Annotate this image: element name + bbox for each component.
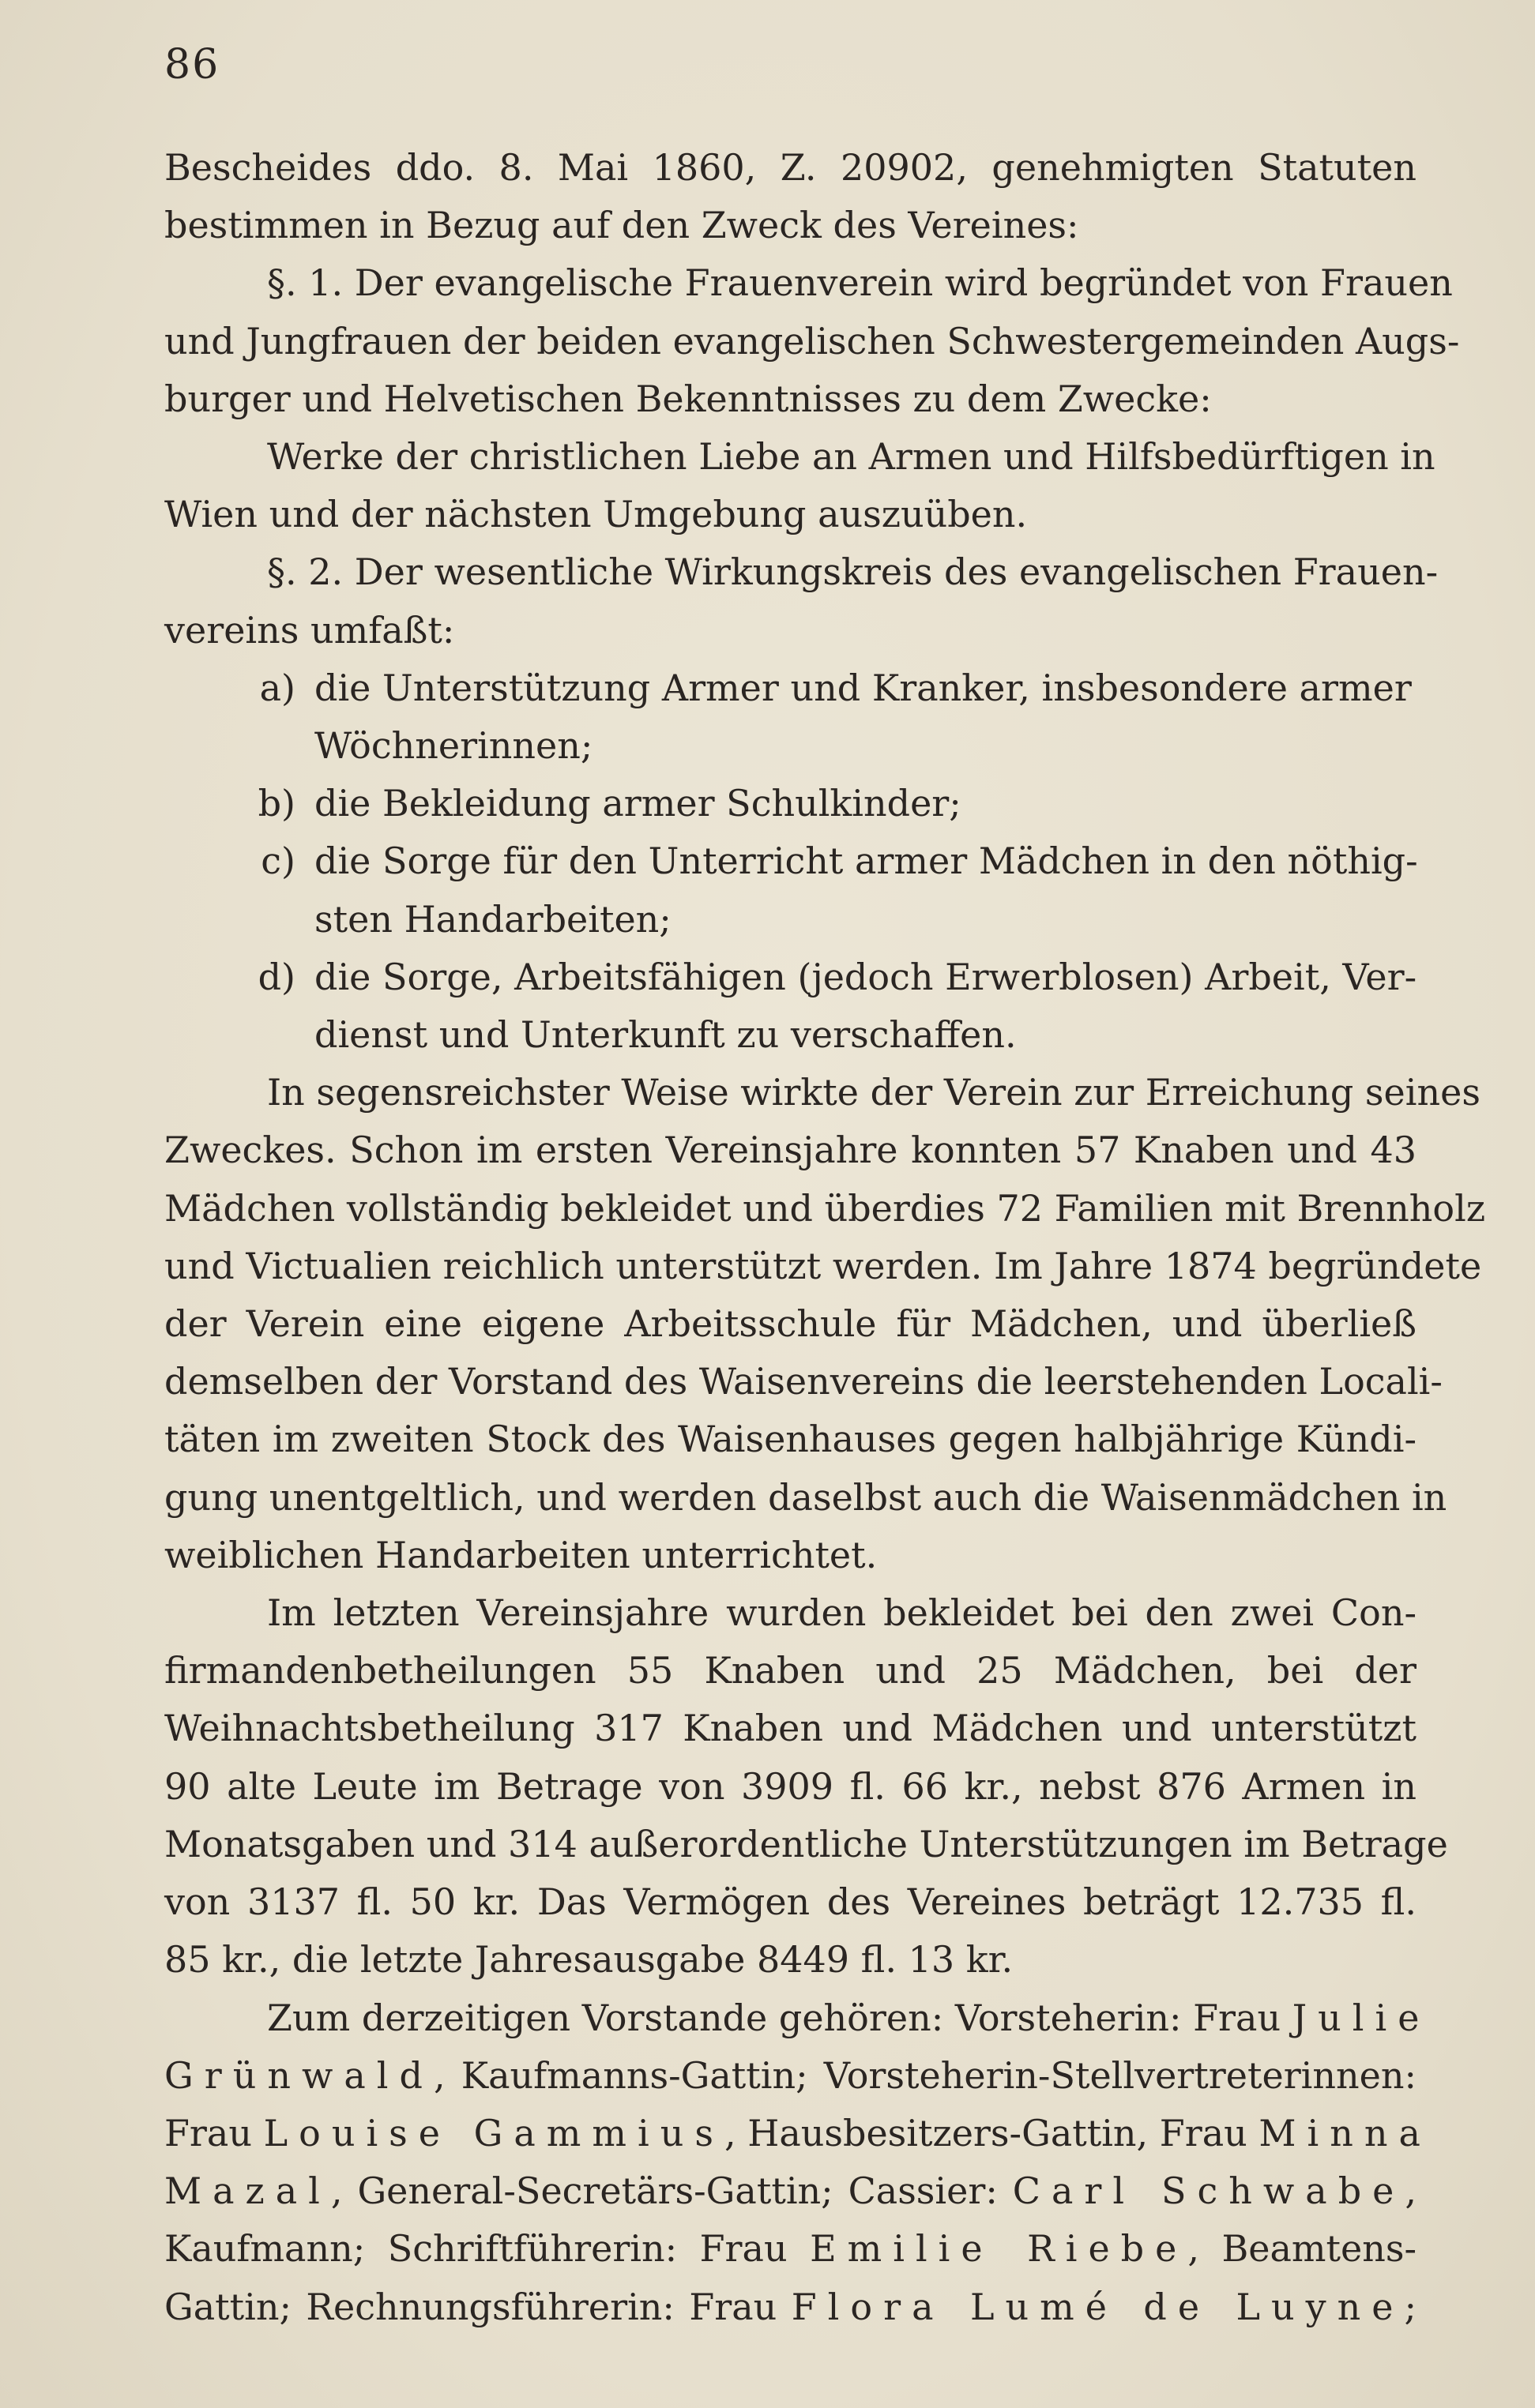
- spaced-name: Minna: [1258, 2111, 1432, 2154]
- text-line: Mädchen vollständig bekleidet und überdies 72 Familien mit Brennholz: [164, 1186, 1486, 1230]
- text-line: Bescheides ddo. 8. Mai 1860, Z. 20902, genehmigten Statuten: [164, 146, 1416, 189]
- text-line: und Jungfrauen der beiden evangelischen Schwestergemeinden Augs-: [164, 319, 1460, 363]
- list-item-a: [164, 659, 1416, 717]
- spaced-name: Flora Lumé de Luyne: [791, 2285, 1405, 2328]
- spaced-name: Emilie Riebe: [810, 2227, 1188, 2271]
- page-number: 86: [164, 41, 220, 88]
- text-line: In segensreichster Weise wirkte der Verein zur Erreichung seines: [267, 1071, 1480, 1114]
- text-run: , Kaufmanns-Gattin; Vorsteherin-Stellvertreterinnen:: [433, 2053, 1416, 2097]
- text-line: [164, 2220, 1416, 2278]
- text-line: Wien und der nächsten Umgebung auszuüben.: [164, 493, 1028, 536]
- body-text: [164, 139, 1486, 2336]
- spaced-name: Mazal: [164, 2169, 331, 2213]
- text-run: , Hausbesitzers-Gattin, Frau: [724, 2111, 1247, 2154]
- list-label: c): [261, 840, 295, 883]
- list-item-text: die Unterstützung Armer und Kranker, insbesondere armer: [314, 666, 1412, 709]
- text-line: täten im zweiten Stock des Waisenhauses gegen halbjährige Kündi-: [164, 1418, 1416, 1461]
- text-line: [164, 1989, 1431, 2047]
- text-line: und Victualien reichlich unterstützt werden. Im Jahre 1874 begründete: [164, 1244, 1482, 1287]
- text-line: [164, 2278, 1416, 2336]
- text-line: [164, 2162, 1416, 2220]
- list-label: a): [259, 666, 295, 709]
- text-run: ;: [1404, 2285, 1417, 2328]
- text-line: weiblichen Handarbeiten unterrichtet.: [164, 1533, 878, 1576]
- text-line: Im letzten Vereinsjahre wurden bekleidet bei den zwei Con-: [267, 1591, 1416, 1635]
- list-item-text: die Sorge für den Unterricht armer Mädchen in den nöthig-: [314, 840, 1418, 883]
- text-line: §. 2. Der wesentliche Wirkungskreis des evangelischen Frauen-: [267, 550, 1439, 594]
- text-line: Monatsgaben und 314 außerordentliche Unterstützungen im Betrage: [164, 1822, 1448, 1865]
- list-label: b): [258, 782, 295, 825]
- text-line: dienst und Unterkunft zu verschaffen.: [314, 1013, 1017, 1057]
- text-run: , Beamtens-: [1187, 2227, 1416, 2271]
- text-line: 90 alte Leute im Betrage von 3909 fl. 66 kr., nebst 876 Armen in: [164, 1764, 1416, 1808]
- text-run: Gattin; Rechnungsführerin: Frau: [164, 2285, 777, 2328]
- spaced-name: Julie: [1292, 1996, 1431, 2039]
- text-run: , General-Secretärs-Gattin; Cassier:: [330, 2169, 998, 2213]
- text-run: Frau: [164, 2111, 252, 2154]
- list-item-text: die Sorge, Arbeitsfähigen (jedoch Erwerblosen) Arbeit, Ver-: [314, 955, 1417, 998]
- spaced-name: Carl Schwabe: [1012, 2169, 1405, 2213]
- text-line: Zweckes. Schon im ersten Vereinsjahre konnten 57 Knaben und 43: [164, 1129, 1416, 1172]
- text-line: von 3137 fl. 50 kr. Das Vermögen des Vereines beträgt 12.735 fl.: [164, 1880, 1416, 1924]
- text-line: gung unentgeltlich, und werden daselbst auch die Waisenmädchen in: [164, 1475, 1447, 1519]
- list-item-b: [164, 775, 1416, 832]
- spaced-name: Louise Gammius: [263, 2111, 724, 2154]
- text-line: 85 kr., die letzte Jahresausgabe 8449 fl. 13 kr.: [164, 1938, 1014, 1982]
- text-run: Kaufmann; Schriftführerin: Frau: [164, 2227, 788, 2271]
- list-item-text: die Bekleidung armer Schulkinder;: [314, 782, 961, 825]
- text-line: §. 1. Der evangelische Frauenverein wird begründet von Frauen: [267, 261, 1453, 305]
- text-line: [164, 2047, 1416, 2105]
- list-item-d: [164, 949, 1416, 1006]
- text-line: firmandenbetheilungen 55 Knaben und 25 Mädchen, bei der: [164, 1649, 1416, 1692]
- text-line: der Verein eine eigene Arbeitsschule für Mädchen, und überließ: [164, 1302, 1416, 1346]
- text-line: Wöchnerinnen;: [314, 724, 593, 768]
- text-line: vereins umfaßt:: [164, 608, 455, 652]
- text-line: [164, 2105, 1432, 2162]
- text-line: Weihnachtsbetheilung 317 Knaben und Mädchen und unterstützt: [164, 1707, 1416, 1750]
- text-run: ,: [1405, 2169, 1416, 2213]
- text-run: Zum derzeitigen Vorstande gehören: Vorsteherin: Frau: [267, 1996, 1281, 2039]
- text-line: bestimmen in Bezug auf den Zweck des Vereines:: [164, 204, 1079, 247]
- spaced-name: Grünwald: [164, 2053, 434, 2097]
- text-line: demselben der Vorstand des Waisenvereins die leerstehenden Locali-: [164, 1360, 1443, 1403]
- text-line: burger und Helvetischen Bekenntnisses zu dem Zwecke:: [164, 377, 1212, 420]
- list-item-c: [164, 832, 1416, 890]
- list-label: d): [258, 955, 295, 998]
- text-line: Werke der christlichen Liebe an Armen und Hilfsbedürftigen in: [267, 435, 1435, 479]
- text-line: sten Handarbeiten;: [314, 897, 672, 941]
